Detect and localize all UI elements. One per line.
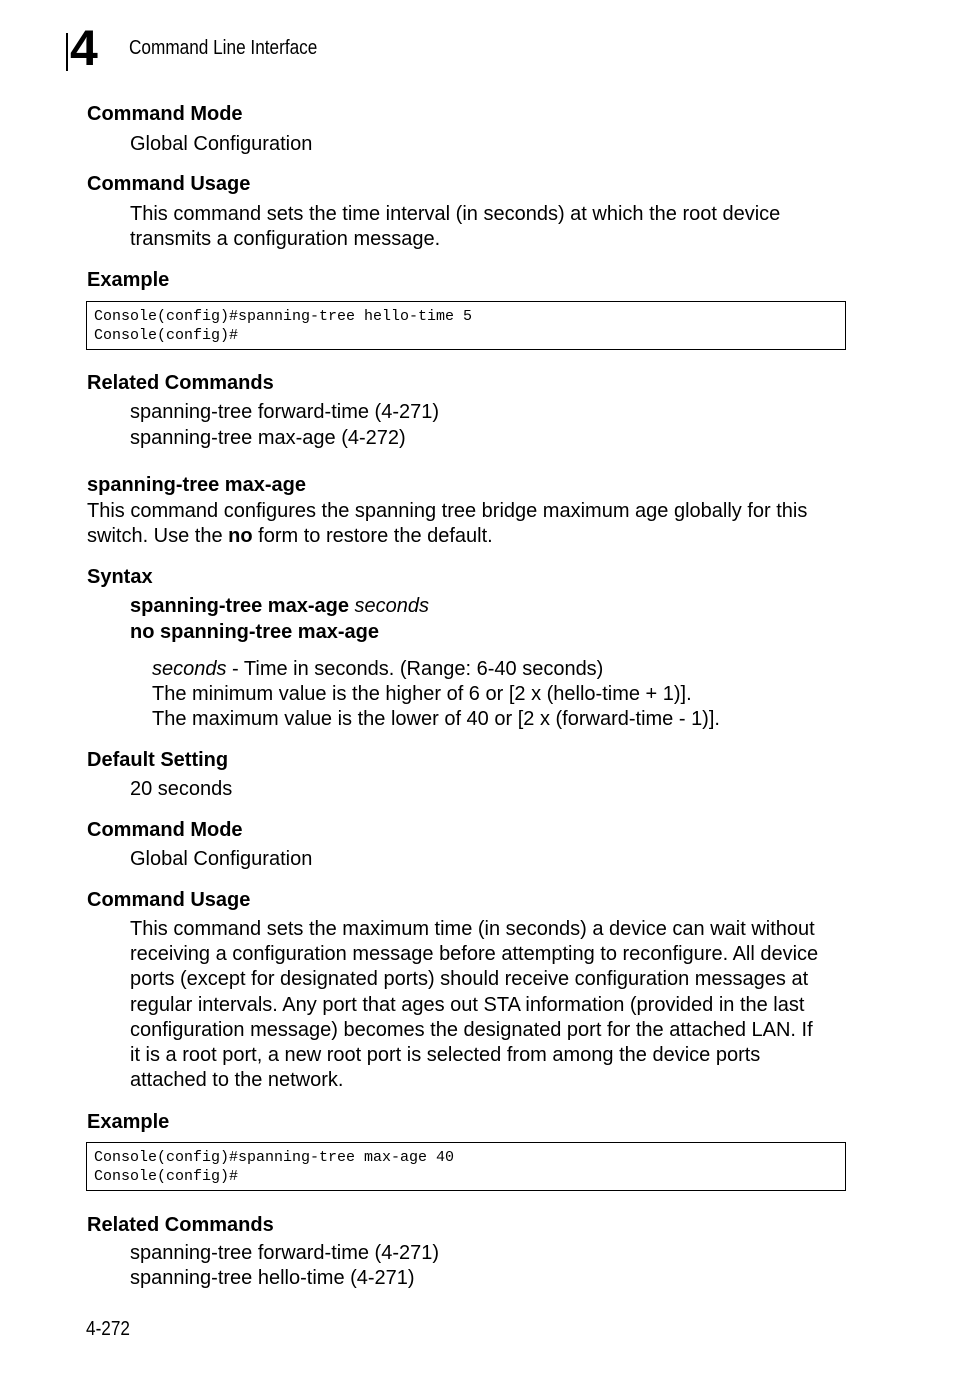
command-usage-text: This command sets the maximum time (in seconds) a device can wait without receiving a configuration message before attempting to reconfigure. All device ports (except for designated ports) should receive configuration messages at regular intervals. Any port that ages out STA information (provided in the last configuration message) becomes the designated port for the attached LAN. If it is a root port, a new root port is selected from among the device ports attached to the network.	[130, 918, 819, 1092]
description-line: switch. Use the no form to restore the default.	[87, 525, 493, 547]
related-command-link[interactable]: spanning-tree max-age (4-272)	[130, 427, 406, 449]
command-mode-value: Global Configuration	[130, 848, 313, 870]
command-usage-text: This command sets the time interval (in seconds) at which the root device transmits a configuration message.	[130, 203, 781, 251]
example-code-box	[86, 1142, 846, 1191]
section-title: spanning-tree max-age	[87, 474, 306, 496]
related-commands-heading: Related Commands	[87, 372, 274, 394]
default-setting-value: 20 seconds	[130, 778, 233, 800]
related-command-link[interactable]: spanning-tree forward-time (4-271)	[130, 1242, 440, 1264]
parameter-minimum: The minimum value is the higher of 6 or [2 x (hello-time + 1)].	[152, 683, 692, 705]
example-code-box	[86, 301, 846, 350]
command-mode-value: Global Configuration	[130, 133, 313, 155]
parameter-maximum: The maximum value is the lower of 40 or [2 x (forward-time - 1)].	[152, 708, 720, 730]
command-usage-heading: Command Usage	[87, 889, 251, 911]
description-line: This command configures the spanning tree bridge maximum age globally for this	[87, 500, 808, 522]
example-heading: Example	[87, 1111, 170, 1133]
code-line: Console(config)#spanning-tree hello-time 5	[94, 308, 473, 325]
related-command-link[interactable]: spanning-tree hello-time (4-271)	[130, 1267, 415, 1289]
page-number: 4-272	[86, 1318, 130, 1340]
syntax-command: spanning-tree max-age seconds	[130, 595, 430, 617]
example-heading: Example	[87, 269, 170, 291]
running-title: Command Line Interface	[129, 37, 318, 59]
chapter-marker	[66, 20, 110, 76]
syntax-no-command: no spanning-tree max-age	[130, 621, 379, 643]
chapter-marker-rule	[66, 33, 68, 71]
related-command-link[interactable]: spanning-tree forward-time (4-271)	[130, 401, 440, 423]
code-line: Console(config)#spanning-tree max-age 40	[94, 1149, 455, 1166]
command-mode-heading: Command Mode	[87, 819, 243, 841]
chapter-number: 4	[70, 20, 98, 76]
command-usage-heading: Command Usage	[87, 173, 251, 195]
parameter-description: seconds - Time in seconds. (Range: 6-40 seconds)	[152, 658, 604, 680]
code-line: Console(config)#	[94, 327, 239, 344]
related-commands-heading: Related Commands	[87, 1214, 274, 1236]
command-mode-heading: Command Mode	[87, 103, 243, 125]
default-setting-heading: Default Setting	[87, 749, 229, 771]
syntax-heading: Syntax	[87, 566, 153, 588]
code-line: Console(config)#	[94, 1168, 239, 1185]
